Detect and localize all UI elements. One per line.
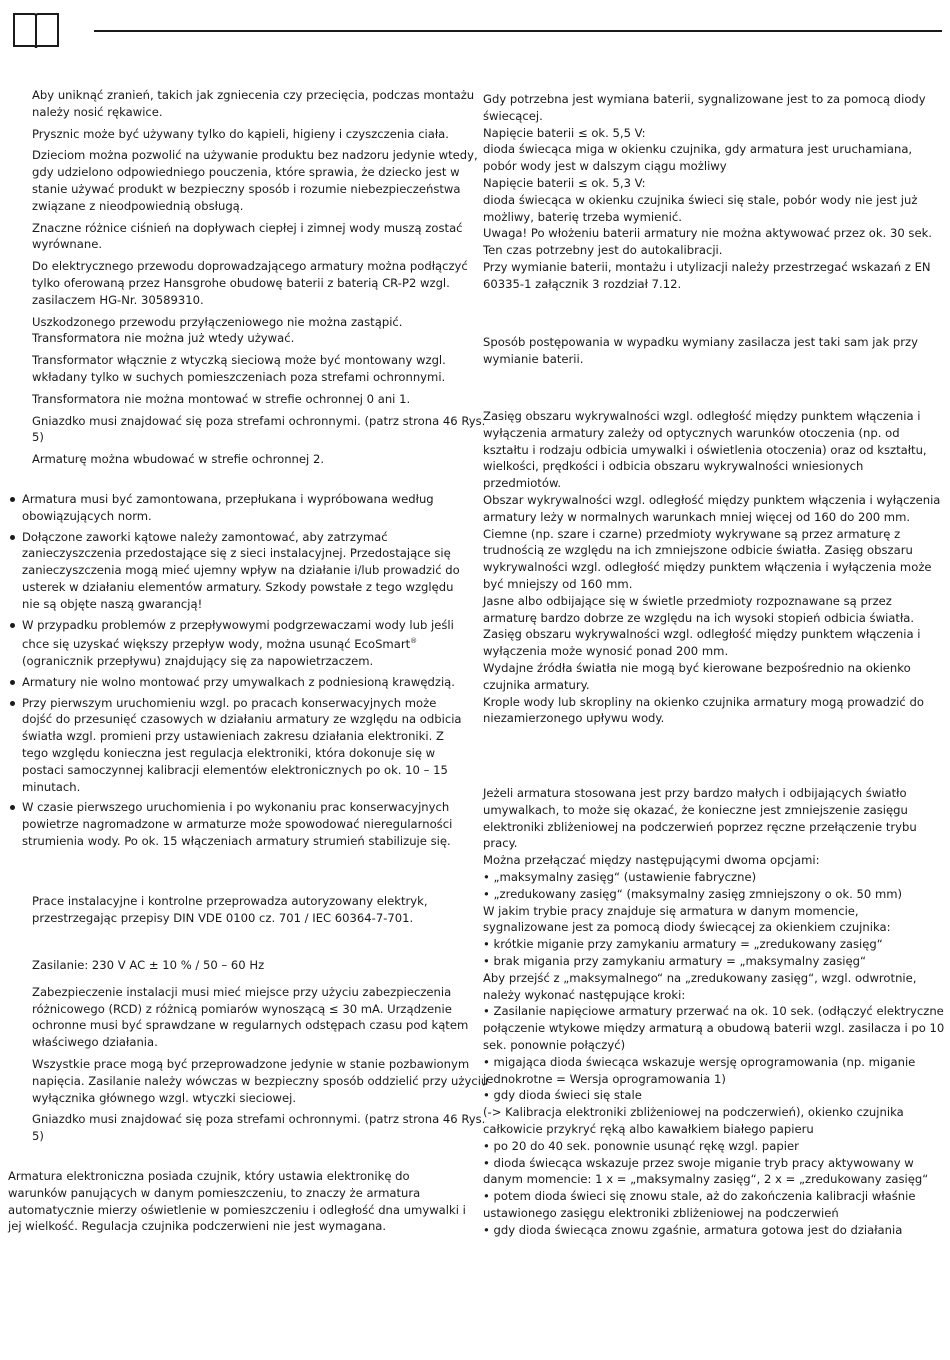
range-text: Krople wody lub skropliny na okienko czujnika armatury mogą prowadzić do niezamierzonego upływu wody. bbox=[483, 694, 924, 726]
safety-text: Transformator włącznie z wtyczką sieciową może być montowany wzgl. wkładany tylko w suchych pomieszczeniach poza strefami ochronnymi. bbox=[32, 353, 446, 384]
detection-range-section bbox=[483, 408, 945, 727]
safety-text: Armaturę można wbudować w strefie ochronnej 2. bbox=[32, 452, 325, 467]
mode-text: • gdy dioda świeci się stale bbox=[483, 1088, 642, 1103]
safety-text: Aby uniknąć zranień, takich jak zgniecenia czy przecięcia, podczas montażu należy nosić rękawice. bbox=[32, 88, 475, 119]
battery-section bbox=[483, 91, 945, 293]
power-supply-text: Zasilanie: 230 V AC ± 10 % / 50 – 60 Hz bbox=[32, 958, 265, 972]
mode-text: Można przełączać między następującymi dwoma opcjami: bbox=[483, 853, 820, 868]
safety-text: Do elektrycznego przewodu doprowadzającego armatury można podłączyć tylko oferowaną przez Hansgrohe obudowę baterii z baterią CR-P2 wzgl. zasilaczem HG-Nr. 30589310. bbox=[32, 259, 468, 307]
range-text: Wydajne źródła światła nie mogą być kierowane bezpośrednio na okienko czujnika armatury. bbox=[483, 660, 911, 692]
mode-text: • potem dioda świeci się znowu stale, aż do zakończenia kalibracji właśnie ustawionego zasięgu elektroniki zbliżeniowej na podczerwień bbox=[483, 1189, 916, 1220]
battery-text: Uwaga! Po włożeniu baterii armatury nie można aktywować przez ok. 30 sek. Ten czas potrzebny jest do autokalibracji. bbox=[483, 226, 932, 258]
mode-text: • brak migania przy zamykaniu armatury = „maksymalny zasięg“ bbox=[483, 953, 866, 968]
battery-text: Przy wymianie baterii, montażu i utylizacji należy przestrzegać wskazań z EN 60335-1 załącznik 3 rozdział 7.12. bbox=[483, 259, 931, 291]
mode-text: • krótkie miganie przy zamykaniu armatury = „zredukowany zasięg“ bbox=[483, 937, 883, 952]
range-text: Jasne albo odbijające się w świetle przedmioty rozpoznawane są przez armaturę bardzo dobrze ze względu na ich wysoki stopień odbicia światła. Zasięg obszaru wykrywalności wzgl. odległość między punktem włączenia i wyłączenia może wynosić ponad 200 mm. bbox=[483, 593, 921, 659]
list-item: Dołączone zaworki kątowe należy zamontować, aby zatrzymać zanieczyszczenia przedostające się z sieci instalacyjnej. Przedostające się zanieczyszczenia mogą mieć ujemny wpływ na działanie i/lub prowadzić do usterek w działaniu elementów armatury. Szkody powstałe z tego względu nie są objęte naszą gwarancją! bbox=[8, 529, 468, 613]
mode-text: Jeżeli armatura stosowana jest przy bardzo małych i odbijających światło umywalkach, to może się okazać, że konieczne jest zmniejszenie zasięgu elektroniki zbliżeniowej na podczerwień poprzez ręczne przełączenie trybu pracy. bbox=[483, 786, 917, 851]
mode-text: • gdy dioda świecąca znowu zgaśnie, armatura gotowa jest do działania bbox=[483, 1222, 903, 1237]
electrical-text: Gniazdko musi znajdować się poza strefami ochronnymi. (patrz strona 46 Rys. 5) bbox=[32, 1112, 486, 1144]
header-rule bbox=[94, 30, 942, 32]
mode-text: • „zredukowany zasięg“ (maksymalny zasięg zmniejszony o ok. 50 mm) bbox=[483, 886, 903, 901]
power-supply-section bbox=[483, 334, 945, 368]
mode-text: Aby przejść z „maksymalnego“ na „zredukowany zasięg“, wzgl. odwrotnie, należy wykonać następujące kroki: bbox=[483, 970, 917, 1002]
electrical-section bbox=[8, 957, 492, 1150]
mode-text: • „maksymalny zasięg“ (ustawienie fabryczne) bbox=[483, 869, 757, 884]
electrical-text: Wszystkie prace mogą być przeprowadzone jedynie w stanie pozbawionym napięcia. Zasilanie należy wówczas w bezpieczny sposób oddzielić przy użyciu wyłącznika głównego wzgl. wtyczki sieciowej. bbox=[32, 1056, 489, 1105]
safety-text: Gniazdko musi znajdować się poza strefami ochronnymi. (patrz strona 46 Rys. 5) bbox=[32, 413, 486, 445]
operating-mode-section bbox=[483, 785, 945, 1239]
list-item: W przypadku problemów z przepływowymi podgrzewaczami wody lub jeśli chce się uzyskać większy przepływ wody, można usunąć EcoSmart® (ogranicznik przepływu) znajdujący się za napowietrzaczem. bbox=[8, 617, 468, 670]
battery-text: dioda świecąca w okienku czujnika świeci się stale, pobór wody nie jest już możliwy, baterię trzeba wymienić. bbox=[483, 192, 918, 224]
installation-text: Prace instalacyjne i kontrolne przeprowadza autoryzowany elektryk, przestrzegając przepisy DIN VDE 0100 cz. 701 / IEC 60364-7-701. bbox=[32, 894, 428, 925]
safety-text: Dzieciom można pozwolić na używanie produktu bez nadzoru jedynie wtedy, gdy udzielono odpowiedniego pouczenia, które sprawia, że dziecko jest w stanie używać produkt w bezpieczny sposób i rozumie niebezpieczeństwa związane z nieodpowiednią obsługą. bbox=[32, 148, 478, 213]
power-supply-replacement-text: Sposób postępowania w wypadku wymiany zasilacza jest taki sam jak przy wymianie baterii. bbox=[483, 335, 918, 366]
mode-text: W jakim trybie pracy znajduje się armatura w danym momencie, sygnalizowane jest za pomocą diody świecącej za okienkiem czujnika: bbox=[483, 903, 891, 935]
sensor-text: Armatura elektroniczna posiada czujnik, który ustawia elektronikę do warunków panujących w danym pomieszczeniu, to znaczy że armatura automatycznie mierzy oświetlenie w pomieszczeniu i odległość dna umywalki i jej wielkość. Regulacja czujnika podczerwieni nie jest wymagana. bbox=[8, 1169, 466, 1234]
list-item: Armatury nie wolno montować przy umywalkach z podniesioną krawędzią. bbox=[8, 674, 468, 691]
mode-text: (-> Kalibracja elektroniki zbliżeniowej na podczerwień), okienko czujnika całkowicie przykryć ręką albo kawałkiem białego papieru bbox=[483, 1105, 904, 1136]
safety-text: Uszkodzonego przewodu przyłączeniowego nie można zastąpić. Transformatora nie można już wtedy używać. bbox=[32, 314, 403, 346]
mode-text: • po 20 do 40 sek. ponownie usunąć rękę wzgl. papier bbox=[483, 1138, 799, 1153]
safety-text: Prysznic może być używany tylko do kąpieli, higieny i czyszczenia ciała. bbox=[32, 126, 449, 141]
safety-text: Transformatora nie można montować w strefie ochronnej 0 ani 1. bbox=[32, 391, 411, 406]
range-text: Ciemne (np. szare i czarne) przedmioty wykrywane są przez armaturę z trudnością ze względu na ich zmniejszone odbicie światła. Zasięg obszaru wykrywalności wzgl. odległość między punktem włączenia i wyłączenia może być mniejszy od 160 mm. bbox=[483, 526, 932, 591]
list-item: W czasie pierwszego uruchomienia i po wykonaniu prac konserwacyjnych powietrze nagromadzone w armaturze może spowodować nieregularności strumienia wody. Po ok. 15 włączeniach armatury strumień stabilizuje się. bbox=[8, 799, 468, 849]
battery-text: Napięcie baterii ≤ ok. 5,3 V: bbox=[483, 175, 646, 190]
list-item: Przy pierwszym uruchomieniu wzgl. po pracach konserwacyjnych może dojść do przesunięć czasowych w działaniu armatury ze względu na odbicia światła wzgl. promieni przy ustawieniach zakresu działania elektroniki. Z tego względu konieczna jest regulacja elektroniki, która dokonuje się w postaci samoczynnej kalibracji elementów elektronicznych po ok. 10 – 15 minutach. bbox=[8, 695, 468, 796]
safety-section bbox=[8, 87, 492, 473]
book-icon bbox=[12, 10, 60, 50]
battery-text: Gdy potrzebna jest wymiana baterii, sygnalizowane jest to za pomocą diody świecącej. bbox=[483, 92, 926, 123]
battery-text: Napięcie baterii ≤ ok. 5,5 V: bbox=[483, 125, 646, 140]
bullet-list bbox=[8, 491, 468, 850]
battery-text: dioda świecąca miga w okienku czujnika, gdy armatura jest uruchamiana, pobór wody jest w dalszym ciągu możliwy bbox=[483, 142, 913, 174]
range-text: Obszar wykrywalności wzgl. odległość między punktem włączenia i wyłączenia armatury leży w normalnych warunkach mniej więcej od 160 do 200 mm. bbox=[483, 492, 941, 524]
safety-text: Znaczne różnice ciśnień na dopływach ciepłej i zimnej wody muszą zostać wyrównane. bbox=[32, 220, 463, 252]
mode-text: • dioda świecąca wskazuje przez swoje miganie tryb pracy aktywowany w danym momencie: 1 x = „maksymalny zasięg“, 2 x = „zredukowany zasięg“ bbox=[483, 1155, 929, 1187]
notes-section bbox=[8, 491, 468, 854]
list-item: Armatura musi być zamontowana, przepłukana i wypróbowana według obowiązujących norm. bbox=[8, 491, 468, 525]
range-text: Zasięg obszaru wykrywalności wzgl. odległość między punktem włączenia i wyłączenia armatury zależy od optycznych warunków otoczenia (np. od kształtu i rodzaju odbicia umywalki i oświetlenia otoczenia) oraz od kształtu, wielkości, prędkości i odbicia obszaru wykrywalności wniesionych przedmiotów. bbox=[483, 409, 927, 491]
sensor-section bbox=[8, 1168, 468, 1235]
mode-text: • migająca dioda świecąca wskazuje wersję oprogramowania (np. miganie jednokrotne = Wersja oprogramowania 1) bbox=[483, 1054, 916, 1086]
installation-section bbox=[8, 893, 492, 927]
electrical-text: Zabezpieczenie instalacji musi mieć miejsce przy użyciu zabezpieczenia różnicowego (RCD) z różnicą pomiarów wynoszącą ≤ 30 mA. Urządzenie ochronne musi być sprawdzane w regularnych odstępach czasu pod kątem właściwego działania. bbox=[32, 984, 469, 1050]
mode-text: • Zasilanie napięciowe armatury przerwać na ok. 10 sek. (odłączyć elektryczne połączenie wtykowe między armaturą a obudową baterii wzgl. zasilacza i po 10 sek. ponownie połączyć) bbox=[483, 1004, 945, 1052]
